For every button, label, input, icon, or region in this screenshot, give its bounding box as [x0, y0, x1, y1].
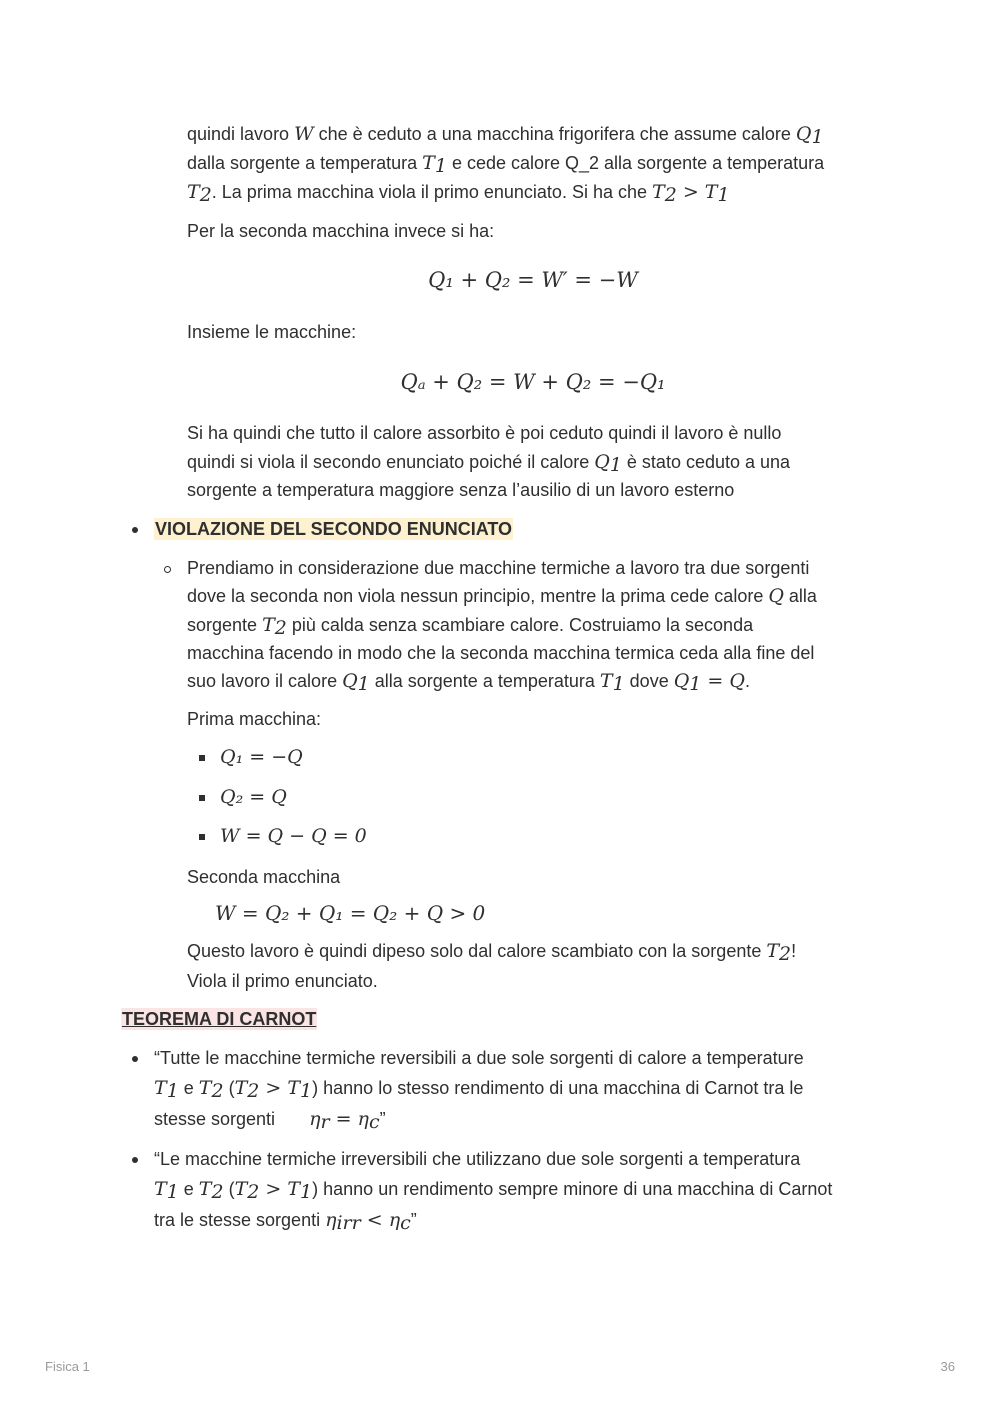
second-machine-label: Seconda macchina: [187, 867, 341, 887]
first-machine-item-2: Q₂ = Q: [220, 786, 287, 808]
equation-1: Q₁ + Q₂ = W′ = −W: [428, 268, 638, 292]
violazione-p4: macchina facendo in modo che la seconda macchina termica ceda alla fine del: [187, 643, 815, 663]
footer-doc-title: Fisica 1: [45, 1359, 90, 1374]
carnot-b2-line3: tra le stesse sorgenti $\eta_{irr} < \eta_c$”: [154, 1209, 417, 1234]
first-machine-item-1: Q₁ = −Q: [220, 746, 303, 768]
equation-2: Qₐ + Q₂ = W + Q₂ = −Q₁: [400, 370, 666, 394]
first-machine-label: Prima macchina:: [187, 709, 322, 729]
bullet-circle: [164, 566, 171, 573]
carnot-b1-line3: stesse sorgenti $\eta_r = \eta_c$”: [154, 1108, 386, 1133]
carnot-b2-line2: $T_1$ e $T_2$ $(T_2 > T_1)$ hanno un rendimento sempre minore di una macchina di Carnot: [154, 1178, 833, 1203]
first-machine-item-3: W = Q − Q = 0: [220, 825, 367, 847]
intro-conclusion-1: Si ha quindi che tutto il calore assorbito è poi ceduto quindi il lavoro è nullo: [187, 423, 782, 443]
bullet-dot: [132, 527, 138, 533]
bullet-square: [199, 795, 205, 801]
intro-conclusion-2: quindi si viola il secondo enunciato poiché il calore $Q_1$ è stato ceduto a una: [187, 451, 791, 476]
carnot-heading: TEOREMA DI CARNOT: [122, 1009, 317, 1029]
intro-line-3: $T_2$. La prima macchina viola il primo enunciato. Si ha che $T_2 > T_1$: [187, 181, 730, 206]
violazione-p1: Prendiamo in considerazione due macchine termiche a lavoro tra due sorgenti: [187, 558, 810, 578]
carnot-b2-line1: “Le macchine termiche irreversibili che utilizzano due sole sorgenti a temperatura: [154, 1149, 801, 1169]
intro-together: Insieme le macchine:: [187, 322, 357, 342]
violazione-p5: suo lavoro il calore $Q_1$ alla sorgente a temperatura $T_1$ dove $Q_1 = Q$.: [187, 670, 750, 695]
violazione-result-2: Viola il primo enunciato.: [187, 971, 378, 991]
violazione-result-1: Questo lavoro è quindi dipeso solo dal calore scambiato con la sorgente $T_2$!: [187, 940, 797, 965]
bullet-square: [199, 755, 205, 761]
violazione-p3: sorgente $T_2$ più calda senza scambiare calore. Costruiamo la seconda: [187, 614, 754, 639]
violazione-p2: dove la seconda non viola nessun principio, mentre la prima cede calore Q alla: [187, 585, 817, 607]
intro-conclusion-3: sorgente a temperatura maggiore senza l’ausilio di un lavoro esterno: [187, 480, 735, 500]
bullet-dot: [132, 1056, 138, 1062]
carnot-b1-line1: “Tutte le macchine termiche reversibili a due sole sorgenti di calore a temperature: [154, 1048, 804, 1068]
intro-line-1: quindi lavoro W che è ceduto a una macchina frigorifera che assume calore $Q_1$: [187, 123, 824, 148]
violazione-heading: VIOLAZIONE DEL SECONDO ENUNCIATO: [155, 519, 513, 539]
bullet-dot: [132, 1157, 138, 1163]
bullet-square: [199, 834, 205, 840]
carnot-b1-line2: $T_1$ e $T_2$ $(T_2 > T_1)$ hanno lo stesso rendimento di una macchina di Carnot tra le: [154, 1077, 804, 1102]
equation-3: W = Q₂ + Q₁ = Q₂ + Q > 0: [215, 901, 486, 925]
intro-line-2: dalla sorgente a temperatura $T_1$ e cede calore Q_2 alla sorgente a temperatura: [187, 152, 825, 177]
footer-page-number: 36: [940, 1359, 955, 1374]
intro-second-machine: Per la seconda macchina invece si ha:: [187, 221, 495, 241]
